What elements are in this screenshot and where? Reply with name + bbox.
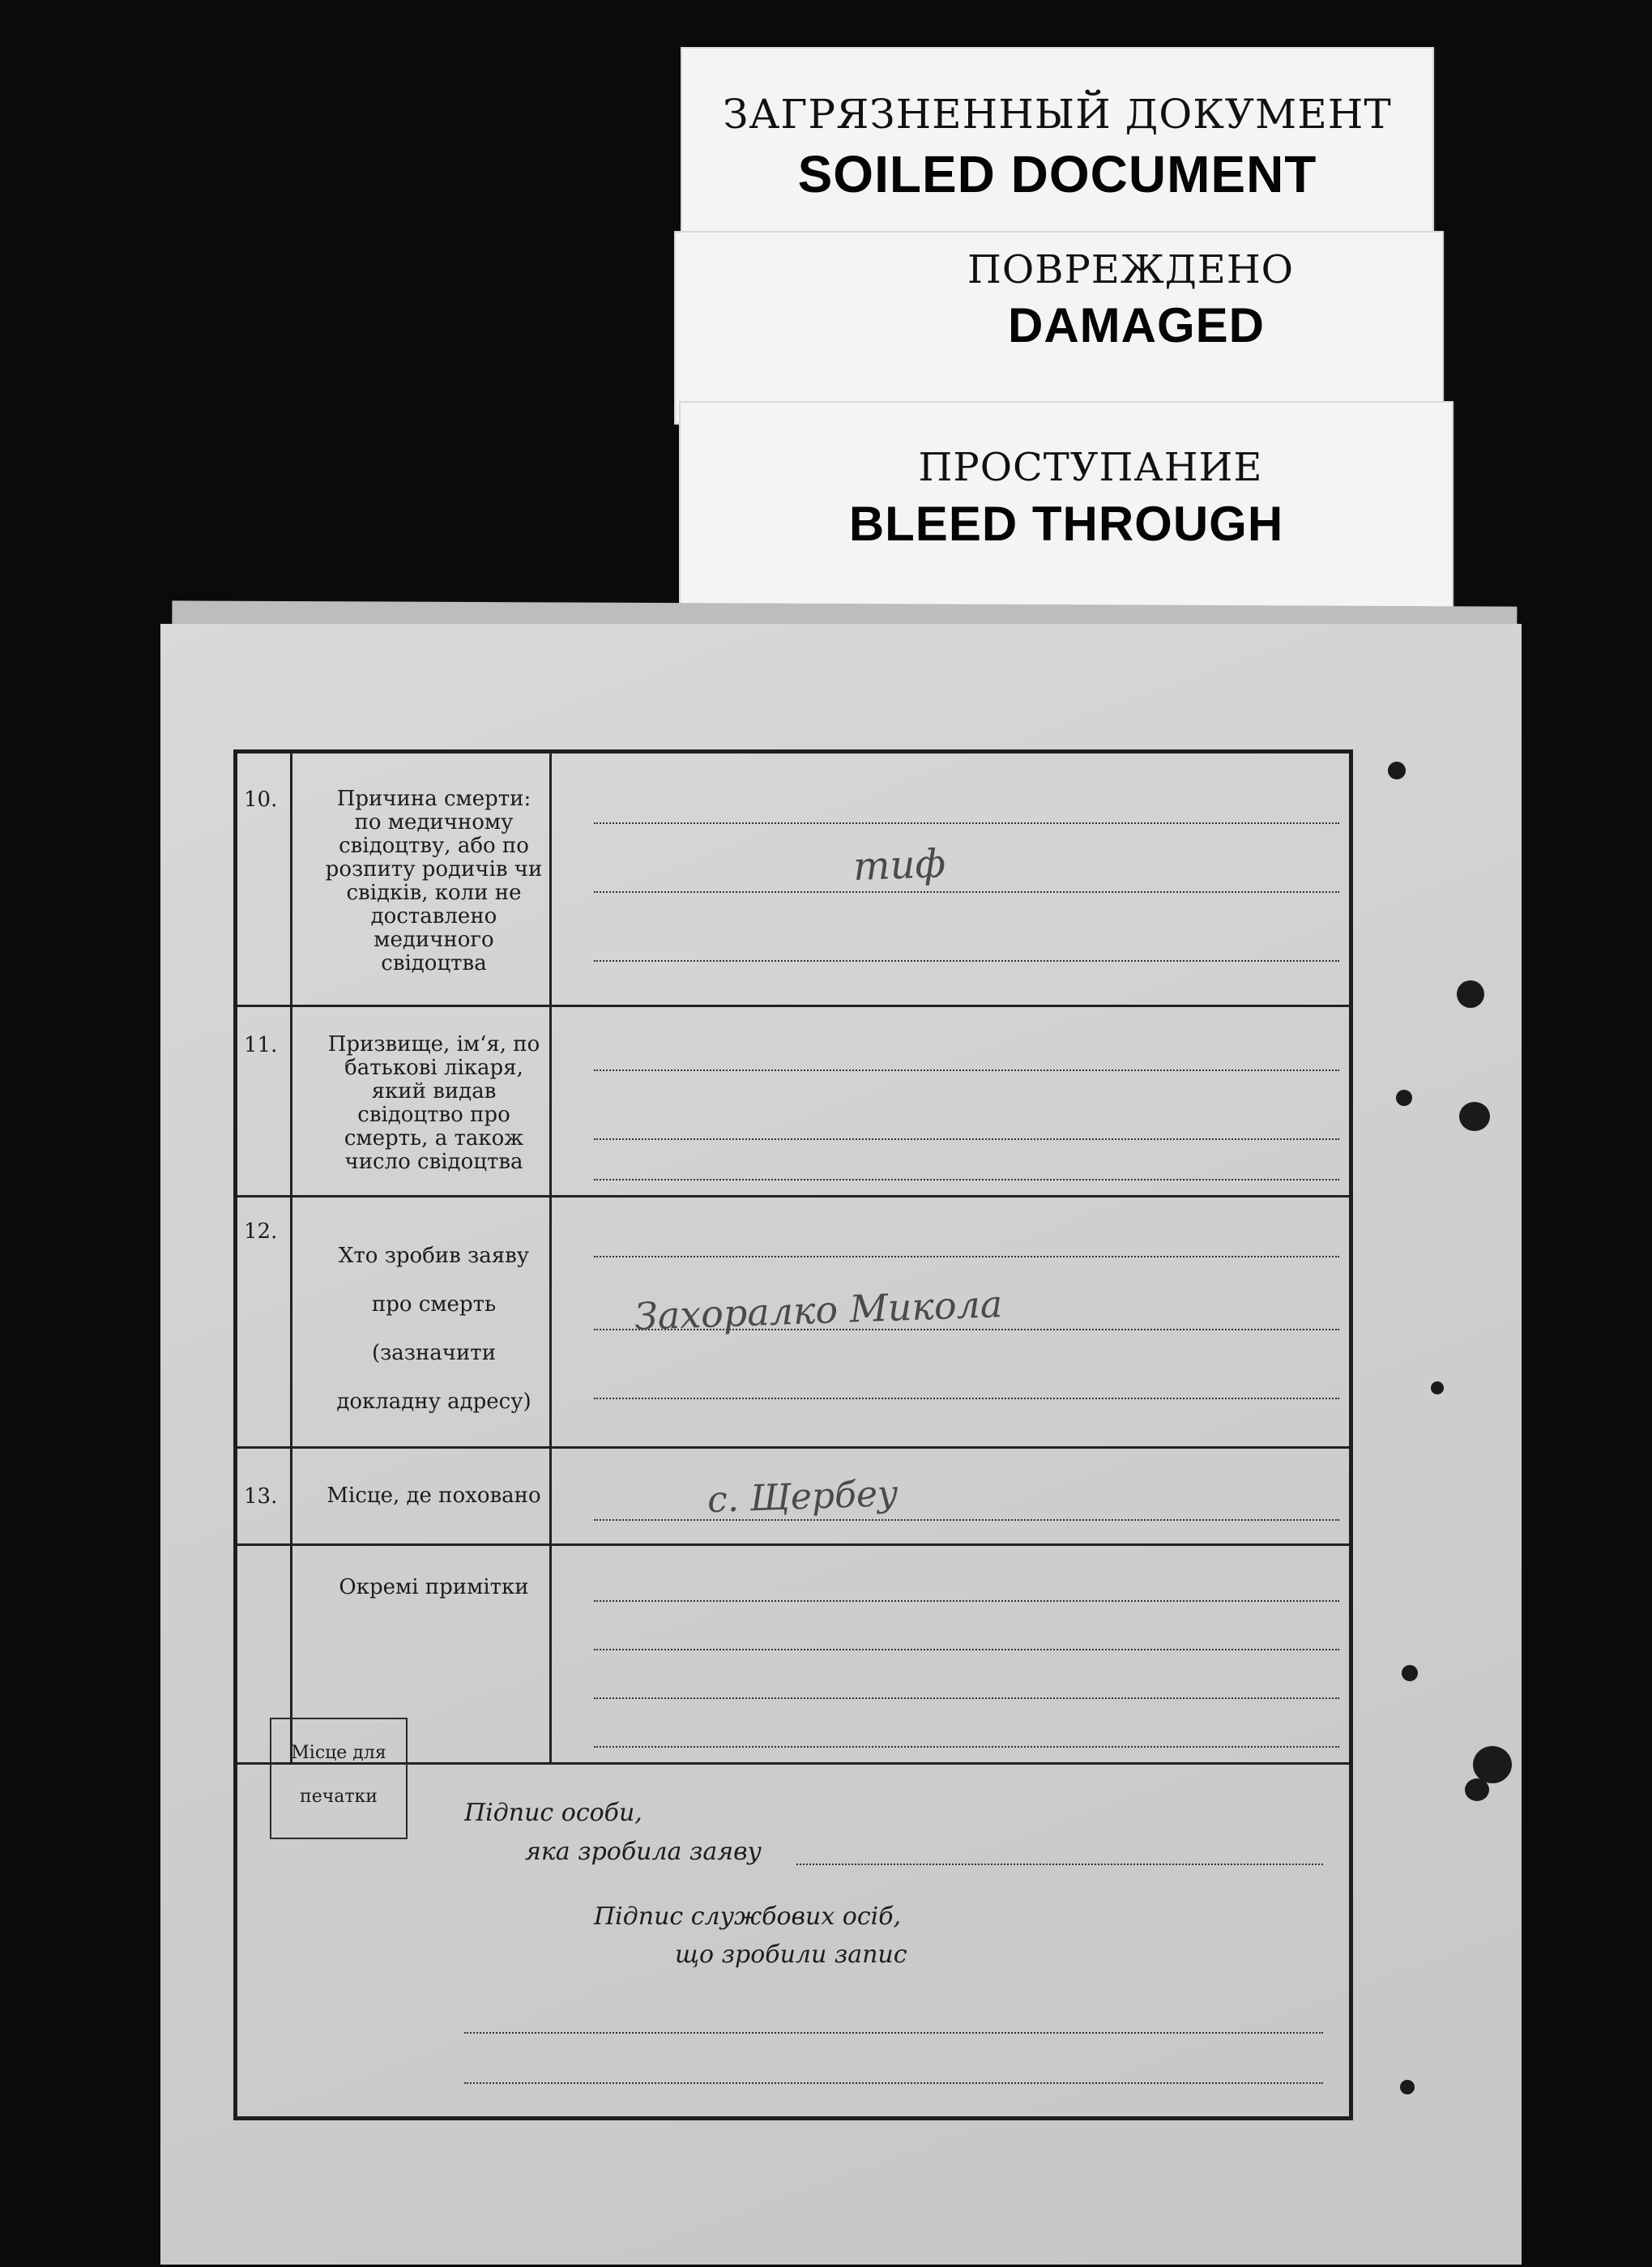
handwritten-declarant: Захоралко Микола [634, 1282, 1004, 1338]
row-label-notes: Окремі примітки [339, 1575, 529, 1599]
applicant-signature-label-2: яка зробила заяву [525, 1838, 762, 1866]
soiled-flag-en: SOILED DOCUMENT [797, 145, 1317, 203]
stamp-place-box [270, 1718, 408, 1839]
applicant-signature-label-1: Підпис особи, [464, 1799, 642, 1827]
officials-signature-label-1: Підпис службових осіб, [594, 1902, 902, 1931]
officials-signature-line [464, 2032, 1323, 2034]
handwritten-cause: тиф [852, 841, 946, 890]
soiled-flag-ru: ЗАГРЯЗНЕННЫЙ ДОКУМЕНТ [723, 91, 1392, 138]
row-divider [237, 1543, 1349, 1546]
column-divider [549, 754, 552, 1762]
row-label-declarant: Хто зробив заяву про смерть (зазначити докладну адресу) [336, 1244, 531, 1414]
row-number: 11. [244, 1033, 278, 1057]
stamp-label-2: печатки [300, 1787, 378, 1807]
bleed-flag-en: BLEED THROUGH [848, 497, 1284, 551]
binder-hole [1459, 1102, 1490, 1131]
entry-line [594, 1138, 1339, 1140]
bleed-through-flag [679, 401, 1454, 611]
bleed-flag-ru: ПРОСТУПАНИЕ [918, 445, 1263, 490]
binder-hole [1457, 980, 1484, 1008]
row-divider [237, 1005, 1349, 1007]
row-divider [237, 1446, 1349, 1449]
entry-line [594, 1649, 1339, 1650]
officials-signature-label-2: що зробили запис [675, 1940, 907, 1969]
entry-line [594, 891, 1339, 893]
officials-signature-line [464, 2082, 1323, 2084]
binder-hole [1431, 1381, 1444, 1394]
entry-line [594, 960, 1339, 962]
damaged-flag [674, 231, 1444, 425]
entry-line [594, 1600, 1339, 1602]
column-divider [290, 754, 292, 1762]
entry-line [594, 1398, 1339, 1399]
applicant-signature-line [796, 1864, 1323, 1865]
entry-line [594, 822, 1339, 824]
document-page [160, 624, 1522, 2265]
binder-hole [1465, 1778, 1489, 1801]
death-record-form [233, 749, 1353, 2120]
binder-hole [1402, 1665, 1418, 1681]
damaged-flag-en: DAMAGED [1008, 298, 1265, 352]
entry-line [594, 1746, 1339, 1748]
damaged-flag-ru: ПОВРЕЖДЕНО [967, 247, 1295, 292]
row-label-doctor: Призвище, імʻя, по батькові лікаря, який видав свідоцтво про смерть, а також число свідоцтва [327, 1032, 540, 1174]
entry-line [594, 1256, 1339, 1257]
row-divider [237, 1195, 1349, 1198]
row-label-cause-of-death: Причина смерти: по медичному свідоцтву, або по розпиту родичів чи свідків, коли не доставлено медичного свідоцтва [325, 787, 543, 976]
binder-hole [1396, 1090, 1412, 1106]
entry-line [594, 1519, 1339, 1521]
stamp-label-1: Місце для [291, 1743, 386, 1763]
binder-hole [1473, 1746, 1512, 1783]
binder-hole [1388, 762, 1406, 779]
entry-line [594, 1069, 1339, 1071]
row-number: 10. [244, 788, 278, 812]
binder-hole [1400, 2080, 1415, 2094]
row-number: 12. [244, 1219, 278, 1244]
row-number: 13. [244, 1484, 278, 1509]
soiled-document-flag [681, 47, 1434, 261]
handwritten-burial-place: с. Щербеу [706, 1472, 899, 1522]
row-label-burial-place: Місце, де поховано [327, 1484, 541, 1508]
entry-line [594, 1179, 1339, 1180]
entry-line [594, 1697, 1339, 1699]
